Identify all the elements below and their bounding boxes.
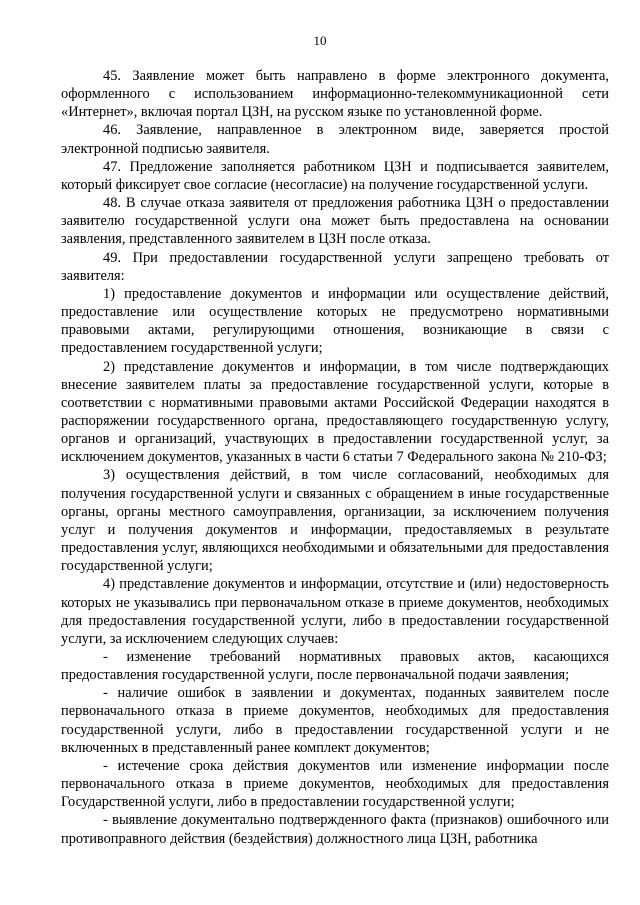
exception-item-4: - выявление документально подтвержденного факта (признаков) ошибочного или противоправного действия (бездействия) должностного лица ЦЗН, работника [61, 812, 609, 847]
document-body [61, 67, 609, 848]
paragraph-47: 47. Предложение заполняется работником ЦЗН и подписывается заявителем, который фиксирует свое согласие (несогласие) на получение государственной услуги. [61, 158, 609, 193]
list-item-2: 2) представление документов и информации, в том числе подтверждающих внесение заявителем платы за предоставление государственной услуги, которые в соответствии с нормативными правовыми актами Российской Федерации находятся в распоряжении государственного органа, предоставляющего государственную услугу, органов и организаций, участвующих в предоставлении государственной услуг, за исключением документов, указанных в части 6 статьи 7 Федерального закона № 210-ФЗ; [61, 358, 609, 466]
paragraph-48: 48. В случае отказа заявителя от предложения работника ЦЗН о предоставлении заявителю государственной услуги она может быть предоставлена на основании заявления, представленного заявителем в ЦЗН после отказа. [61, 195, 609, 248]
paragraph-49: 49. При предоставлении государственной услуги запрещено требовать от заявителя: [61, 249, 609, 284]
list-item-1: 1) предоставление документов и информации или осуществление действий, предоставление или осуществление которых не предусмотрено нормативными правовыми актами, регулирующими отношения, возникающие в связи с предоставлением государственной услуги; [61, 285, 609, 357]
paragraph-45: 45. Заявление может быть направлено в форме электронного документа, оформленного с использованием информационно-телекоммуникационной сети «Интернет», включая портал ЦЗН, на русском языке по установленной форме. [61, 68, 609, 121]
list-item-4: 4) представление документов и информации, отсутствие и (или) недостоверность которых не указывались при первоначальном отказе в приеме документов, необходимых для предоставления государственной услуги, либо в предоставлении государственной услуги, за исключением следующих случаев: [61, 576, 609, 647]
page-number: 10 [313, 33, 327, 48]
exception-item-2: - наличие ошибок в заявлении и документах, поданных заявителем после первоначального отказа в приеме документов, необходимых для предоставления государственной услуги, либо в предоставлении государственной услуги и не включенных в представленный ранее комплект документов; [61, 685, 609, 756]
exception-item-3: - истечение срока действия документов или изменение информации после первоначального отказа в приеме документов, необходимых для предоставления Государственной услуги, либо в предоставлении государственной услуги; [61, 757, 609, 811]
paragraph-46: 46. Заявление, направленное в электронном виде, заверяется простой электронной подписью заявителя. [61, 122, 609, 157]
list-item-3: 3) осуществления действий, в том числе согласований, необходимых для получения государственной услуги и связанных с обращением в иные государственные органы, органы местного самоуправления, организации, за исключением получения услуг и получения документов и информации, предоставляемых в результате предоставления услуг, являющихся необходимыми и обязательными для предоставления государственной услуги; [61, 467, 609, 575]
exception-item-1: - изменение требований нормативных правовых актов, касающихся предоставления государственной услуги, после первоначальной подачи заявления; [61, 649, 609, 684]
